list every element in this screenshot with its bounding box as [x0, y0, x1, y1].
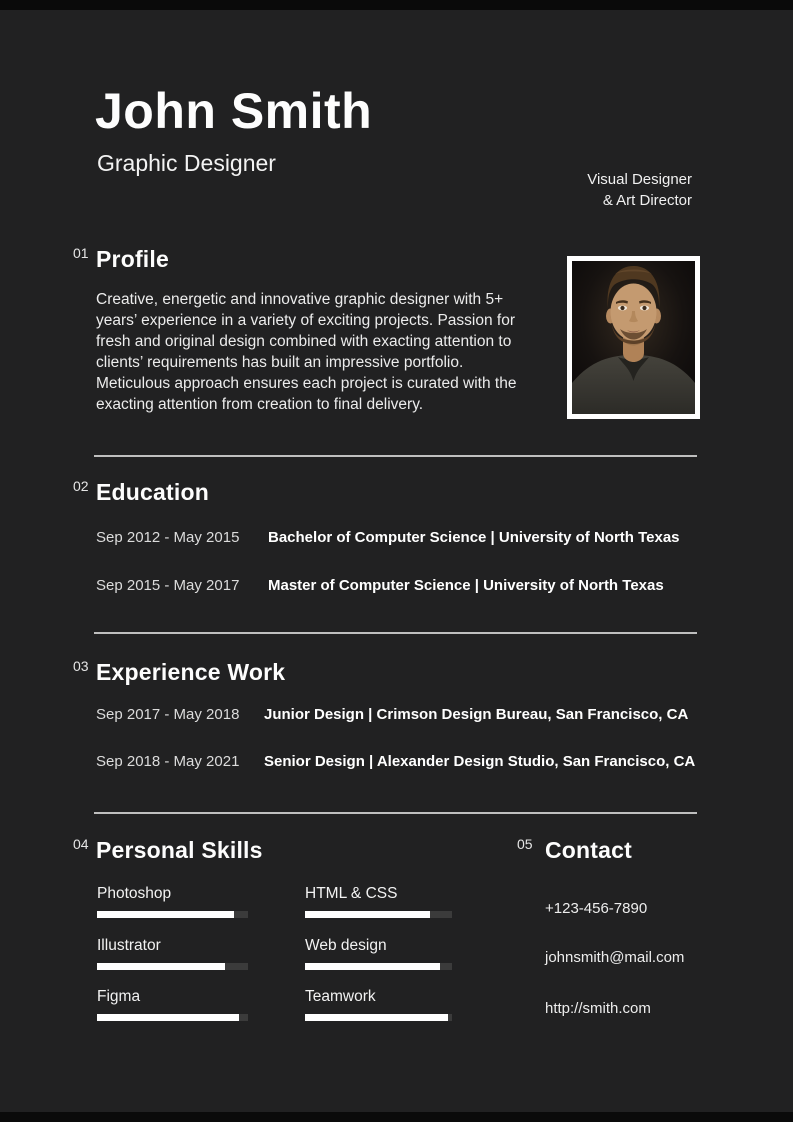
skill-label: HTML & CSS — [305, 885, 398, 902]
profile-paragraph: Creative, energetic and innovative graphic designer with 5+ years’ experience in a variety of exciting projects. Passion for fresh and original design combined with exacting attention to clients’ requirements has built an impressive portfolio. Meticulous approach ensures each project is curated with the exacting attention from creation to final delivery. — [96, 291, 517, 413]
skill-bar-track — [305, 911, 452, 918]
experience-dates: Sep 2018 - May 2021 — [96, 753, 240, 770]
section-heading-experience: Experience Work — [96, 659, 286, 685]
divider-2 — [94, 632, 697, 634]
portrait-illustration — [572, 261, 695, 414]
section-heading-skills: Personal Skills — [96, 837, 263, 863]
section-heading-contact: Contact — [545, 837, 633, 863]
experience-row — [0, 753, 793, 771]
job-title: Graphic Designer — [97, 150, 276, 176]
bottom-edge-bar — [0, 1112, 793, 1122]
skill-label: Photoshop — [97, 885, 172, 902]
skill-item — [305, 885, 452, 918]
section-number-contact: 05 — [517, 836, 533, 852]
skill-bar-fill — [305, 963, 440, 970]
section-number-profile: 01 — [73, 245, 89, 261]
skill-bar-track — [97, 1014, 248, 1021]
skill-item — [305, 988, 452, 1021]
tagline-line-2: & Art Director — [602, 192, 692, 209]
contact-phone: +123-456-7890 — [545, 900, 648, 917]
skill-item — [97, 988, 248, 1021]
skill-bar-fill — [97, 911, 234, 918]
experience-dates: Sep 2017 - May 2018 — [96, 706, 240, 723]
experience-description: Senior Design | Alexander Design Studio, San Francisco, CA — [264, 753, 696, 770]
section-heading-profile: Profile — [96, 246, 169, 272]
skill-item — [97, 885, 248, 918]
skill-label: Figma — [97, 988, 141, 1005]
skill-bar-track — [305, 963, 452, 970]
section-number-education: 02 — [73, 478, 89, 494]
portrait-photo — [567, 256, 700, 419]
skill-label: Web design — [305, 937, 387, 954]
education-description: Master of Computer Science | University of North Texas — [268, 577, 664, 594]
section-number-experience: 03 — [73, 658, 89, 674]
education-row — [0, 529, 793, 547]
contact-website: http://smith.com — [545, 1000, 651, 1017]
contact-email: johnsmith@mail.com — [545, 949, 685, 966]
skill-bar-fill — [97, 963, 225, 970]
tagline — [587, 169, 692, 211]
section-number-skills: 04 — [73, 836, 89, 852]
skill-bar-fill — [305, 911, 430, 918]
section-heading-education: Education — [96, 479, 209, 505]
education-description: Bachelor of Computer Science | University of North Texas — [268, 529, 680, 546]
divider-1 — [94, 455, 697, 457]
experience-description: Junior Design | Crimson Design Bureau, San Francisco, CA — [264, 706, 689, 723]
education-dates: Sep 2012 - May 2015 — [96, 529, 240, 546]
experience-row — [0, 706, 793, 724]
education-dates: Sep 2015 - May 2017 — [96, 577, 240, 594]
skill-label: Illustrator — [97, 937, 161, 954]
skill-item — [305, 937, 452, 970]
person-name: John Smith — [95, 83, 373, 139]
divider-3 — [94, 812, 697, 814]
skill-bar-fill — [305, 1014, 448, 1021]
skill-bar-fill — [97, 1014, 239, 1021]
skill-bar-track — [97, 911, 248, 918]
tagline-line-1: Visual Designer — [587, 171, 692, 188]
education-row — [0, 577, 793, 595]
skill-label: Teamwork — [305, 988, 376, 1005]
skill-bar-track — [97, 963, 248, 970]
top-edge-bar — [0, 0, 793, 10]
skill-item — [97, 937, 248, 970]
skill-bar-track — [305, 1014, 452, 1021]
